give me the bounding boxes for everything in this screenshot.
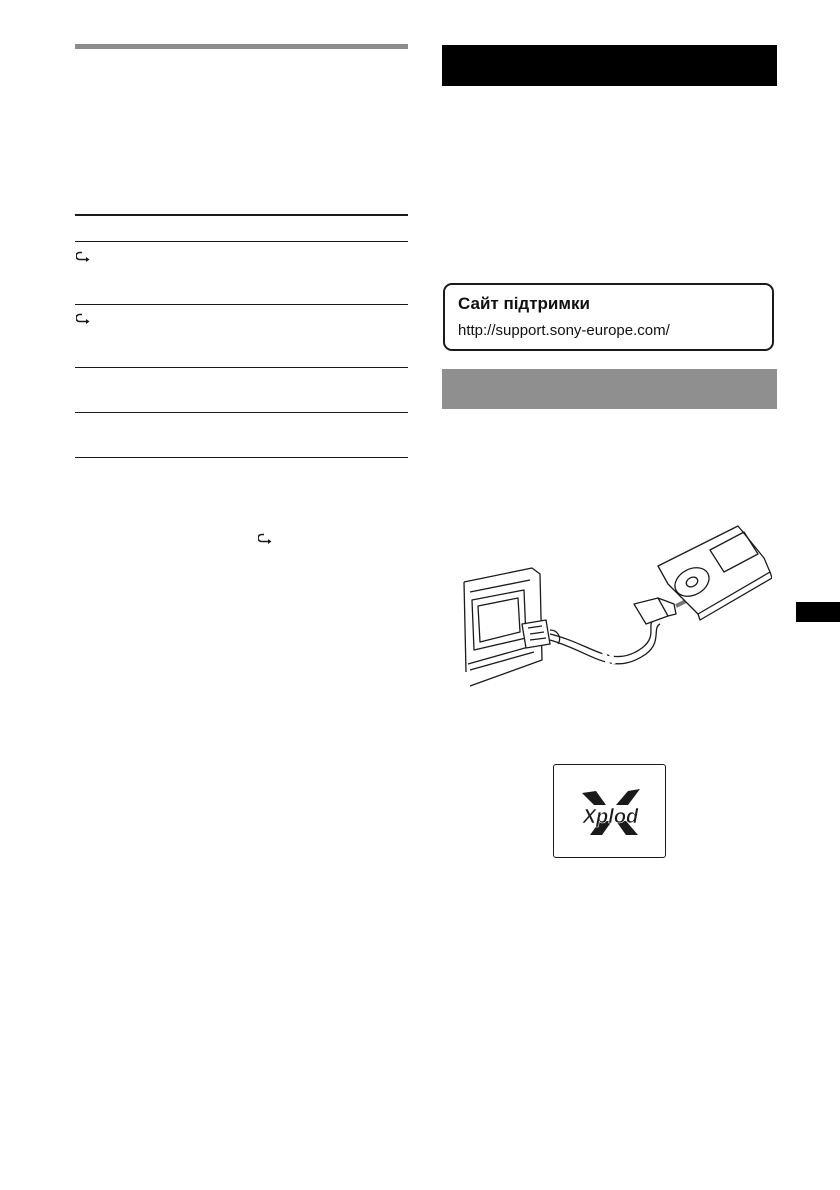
language-side-tab <box>796 602 840 622</box>
xplod-logo <box>553 764 666 858</box>
support-url-link[interactable]: http://support.sony-europe.com/ <box>458 322 670 339</box>
table-bottom-rule <box>75 457 408 458</box>
support-title: Сайт підтримки <box>458 294 590 313</box>
table-row-rule <box>75 304 408 305</box>
repeat-icon <box>76 313 92 325</box>
support-site-box <box>443 283 774 351</box>
xplod-logo-icon <box>554 765 667 859</box>
table-row-rule <box>75 412 408 413</box>
section-heading-bar <box>442 45 777 86</box>
repeat-icon <box>76 251 92 263</box>
repeat-icon <box>258 533 274 545</box>
section-top-rule <box>75 44 408 49</box>
table-header-rule <box>75 214 408 216</box>
subsection-heading-bar <box>442 369 777 409</box>
table-row-rule <box>75 241 408 242</box>
xplod-wordmark: Xplod <box>582 806 639 828</box>
table-row-rule <box>75 367 408 368</box>
ipod-connection-illustration <box>462 520 772 690</box>
